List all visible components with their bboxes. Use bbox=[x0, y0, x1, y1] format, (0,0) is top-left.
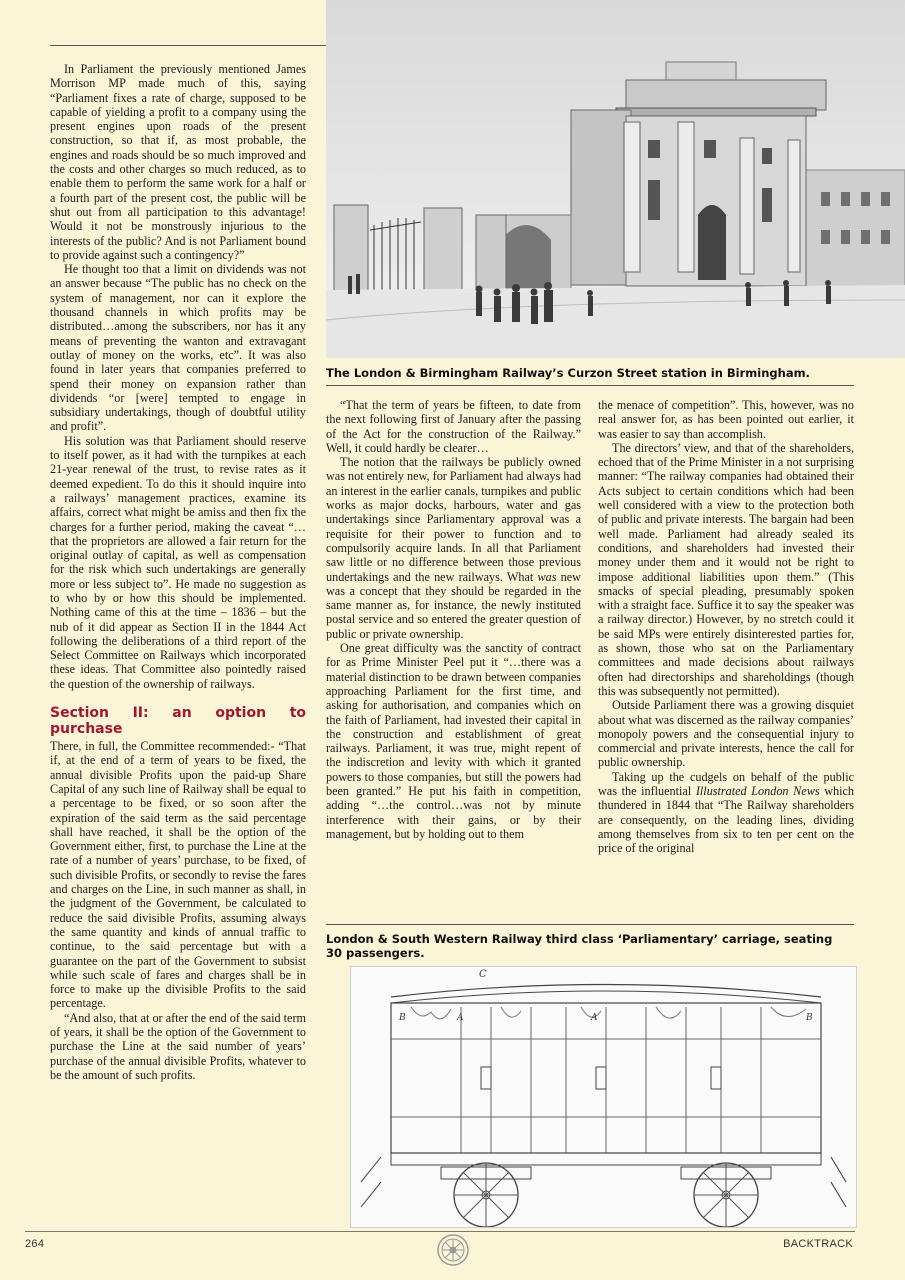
paragraph: His solution was that Parliament should reserve to itself power, as it had with the turnpikes at each 21-year renewal of the trust, to revise rates as it deemed expedient. To do this it should inquire into a railways’ management practices, examine its affairs, correct what might be amiss and then fix the charges for a further period, making the caveat “…that the proprietors are allowed a fair return for the original outlay of capital, as well as compensation for the risk which such undertakings are generally more or less subject to”. He made no suggestion as to who by or how this should be implemented. Nothing came of this at the time – 1836 – but the nub of it did appear as Section II in the 1844 Act following the deliberations of a third report of the Select Committee on Railways which incorporated these ideas. That Committee also pointedly raised the question of the ownership of railways. bbox=[50, 433, 306, 691]
carriage-drawing bbox=[350, 966, 857, 1228]
carriage-label-c: C bbox=[479, 969, 487, 980]
station-illustration bbox=[326, 0, 905, 358]
carriage-label-b: B bbox=[806, 1013, 813, 1023]
top-rule bbox=[50, 45, 326, 46]
publication-title: Illustrated London News bbox=[695, 784, 820, 799]
paragraph: One great difficulty was the sanctity of contract for as Prime Minister Peel put it “…there was a material distinction to be drawn between companies approaching Parliament for the first time, and asking for authorisation, and companies which on the faith of Parliament, had invested their capital in the construction and establishment of great railways. Parliament, it was true, might repent of the indiscretion and levity with which it granted powers to those companies, but still the powers had been granted.” He put his faith in competition, adding “…the control…was not by minute interference with their gains, or by their management, but by holding out to them bbox=[326, 641, 581, 841]
paragraph bbox=[598, 770, 854, 856]
caption-rule bbox=[326, 385, 854, 386]
paragraph: the menace of competition”. This, however, was no real answer for, as has been pointed out earlier, it was easier to say than accomplish. bbox=[598, 398, 854, 441]
caption-rule bbox=[326, 924, 854, 925]
text-run: which thundered in 1844 that “The Railway shareholders are consequently, on the leading lines, dividing among themselves from six to ten per cent on the price of the original bbox=[598, 784, 855, 856]
emphasis: was bbox=[537, 569, 557, 584]
page-number: 264 bbox=[25, 1238, 45, 1250]
text-run: new was a concept that they should be regarded in the same manner as, for instance, the newly instituted postal service and so entered the greater question of public or private ownership. bbox=[326, 569, 581, 641]
paragraph: Outside Parliament there was a growing disquiet about what was discerned as the railway companies’ monopoly powers and the consequential injury to commercial and private interests, hence the call for public ownership. bbox=[598, 698, 854, 770]
paragraph bbox=[326, 455, 581, 641]
paragraph: He thought too that a limit on dividends was not an answer because “The public has no check on the system of management, nor can it explore the thousand channels in which profits may be distributed…among the subscribers, nor has it any means of preventing the wanton and extravagant outlay of money on the works, etc”. It was also found in later years that companies preferred to spend their money on expansion rather than dividends “or [were] tempted to engage in subsidiary undertakings, though of doubtful utility and profit”. bbox=[50, 262, 306, 434]
paragraph: In Parliament the previously mentioned James Morrison MP made much of this, saying “Parliament fixes a rate of charge, supposed to be capable of yielding a profit to a company using the present engines upon roads of the present construction, so that if, as most probable, the engines and roads should be so much improved and the costs and other charges so much reduced, as to enable them to perform the same work for a half or a fourth part of the present cost, the public will be shut out from all participation to this advantage! Would it not be monstrously injurious to the interests of the public? And is not Parliament bound to provide against such a contingency?” bbox=[50, 62, 306, 262]
wheel-emblem-icon bbox=[436, 1233, 470, 1267]
carriage-caption: London & South Western Railway third class ‘Parliamentary’ carriage, seating 30 passengers. bbox=[326, 932, 833, 960]
paragraph: The directors’ view, and that of the shareholders, echoed that of the Prime Minister in a not surprising manner: “The railway companies had obtained their Acts subject to certain conditions which had been well considered with a view to the protection both of public and private interests. The bargain had been well made. Parliament had already sealed its conditions, and shareholders had invested their money under them and it would not be right to impose additional liabilities upon them.” (This smacks of special pleading, presumably spoken with a straight face. Suffice it to say the speaker was a railway director.) However, by no stretch could it be said MPs were entirely disinterested parties for, as shown, those who sat on the Parliamentary committees and made decisions about railways often had directorships and shareholdings (though this was subsequently not permitted). bbox=[598, 440, 854, 698]
carriage-label-a: A bbox=[457, 1013, 464, 1023]
magazine-name: BACKTRACK bbox=[783, 1238, 853, 1250]
text-run: The notion that the railways be publicly owned was not entirely new, for Parliament had always had an interest in the earlier canals, turnpikes and public works as major docks, harbours, water and gas undertakings since Parliamentary approval was a requisite for their power to function and to compulsorily acquire lands. In all that Parliament saw little or no difference between those previous undertakings and the new railways. What bbox=[326, 455, 581, 584]
text-column-right bbox=[598, 398, 854, 856]
carriage-label-a: A bbox=[591, 1013, 598, 1023]
footer-rule bbox=[25, 1231, 855, 1232]
text-column-middle bbox=[326, 398, 581, 841]
section-heading: Section II: an option to purchase bbox=[50, 705, 306, 738]
text-column-left bbox=[50, 62, 306, 1082]
paragraph: “And also, that at or after the end of the said term of years, it shall be the option of the Government to purchase the Line at the said number of years’ purchase of the annual divisible Profits, whatever to be the amount of such profits. bbox=[50, 1010, 306, 1082]
paragraph: There, in full, the Committee recommended:- “That if, at the end of a term of years to be fixed, the annual divisible Profits upon the paid-up Share Capital of any such line of Railway shall be equal to a percentage to be fixed, or so soon after the expiration of the said term as the said percentage shall have reached, it shall be the option of the Government either, first, to purchase the Line at the rate of a number of years’ purchase, to be fixed, of such divisible Profits, or secondly to revise the fares and charges on the Line, in such manner as shall, in the judgment of the Government, be calculated to reduce the said divisible Profits, assuming always the same quantity and kinds of annual traffic to continue, to the said percentage but with a guarantee on the part of the Government to subsist while such scale of fares and charges shall be in force to make up the divisible Profits to the said percentage. bbox=[50, 739, 306, 1011]
station-caption: The London & Birmingham Railway’s Curzon Street station in Birmingham. bbox=[326, 366, 810, 380]
carriage-label-b: B bbox=[399, 1013, 406, 1023]
paragraph: “That the term of years be fifteen, to date from the next following first of January after the passing of the Act for the construction of the Railway.” Well, it could hardly be clearer… bbox=[326, 398, 581, 455]
text-run: Taking up the cudgels on behalf of the public was the influential bbox=[598, 769, 854, 799]
